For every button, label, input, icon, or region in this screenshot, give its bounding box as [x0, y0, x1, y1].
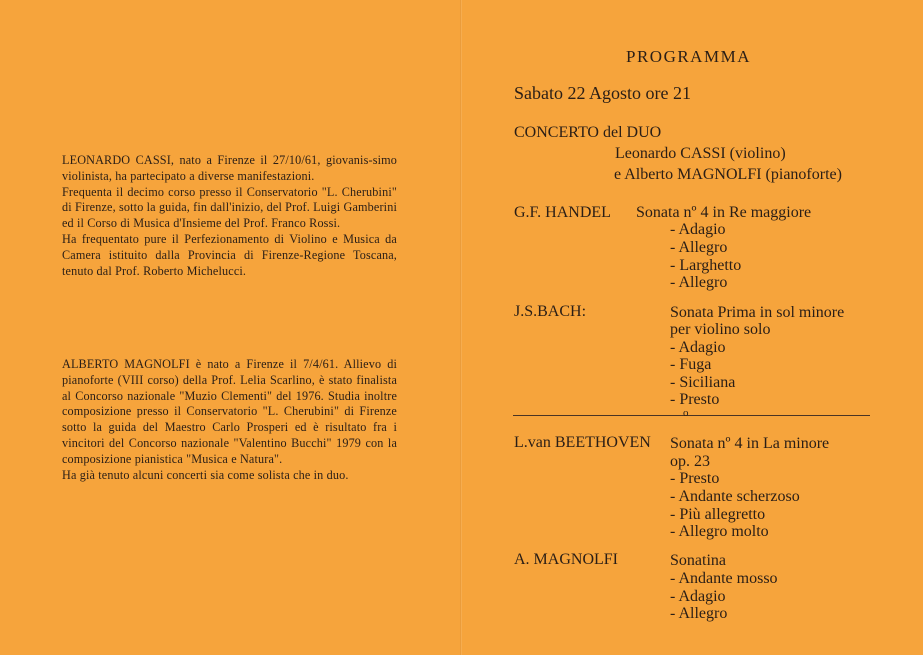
- work-magnolfi: Sonatina: [670, 552, 726, 569]
- bio-paragraph: Ha frequentato pure il Perfezionamento di Violino e Musica da Camera istituito dalla Provincia di Firenze-Regione Toscana, tenuto dal Prof. Roberto Michelucci.: [62, 231, 397, 278]
- page-fold: [460, 0, 462, 655]
- movement: - Più allegretto: [670, 506, 766, 523]
- bio-alberto-magnolfi: [62, 357, 397, 483]
- concert-date: Sabato 22 Agosto ore 21: [514, 83, 691, 103]
- composer-bach: J.S.BACH:: [514, 303, 587, 320]
- movement: - Andante scherzoso: [670, 488, 800, 505]
- movement: - Allegro: [670, 605, 728, 622]
- work-beethoven-opus: op. 23: [670, 453, 710, 470]
- bio-paragraph: LEONARDO CASSI, nato a Firenze il 27/10/61, giovanis-simo violinista, ha partecipato a diverse manifestazioni.: [62, 153, 397, 183]
- bio-paragraph: ALBERTO MAGNOLFI è nato a Firenze il 7/4/61. Allievo di pianoforte (VIII corso) della Prof. Lelia Scarlino, è stato finalista al Concorso nazionale "Muzio Clementi" del 1976. Studia inoltre composizione presso il Conservatorio "L. Cherubini" di Firenze sotto la guida del Maestro Carlo Prosperi ed è risultato fra i vincitori del Concorso nazionale "Valentino Bucchi" 1979 con la composizione pianistica "Musica e Natura".: [62, 357, 397, 466]
- programme-title: PROGRAMMA: [626, 47, 751, 66]
- movement: - Presto: [670, 470, 720, 487]
- work-beethoven: Sonata nº 4 in La minore: [670, 435, 830, 452]
- movement: - Allegro: [670, 274, 728, 291]
- movement: - Adagio: [670, 339, 726, 356]
- performer-piano: e Alberto MAGNOLFI (pianoforte): [614, 166, 842, 183]
- movement: - Fuga: [670, 356, 712, 373]
- movement: - Adagio: [670, 588, 726, 605]
- movement: - Allegro: [670, 239, 728, 256]
- divider-ornament: o: [683, 407, 689, 419]
- composer-beethoven: L.van BEETHOVEN: [514, 434, 651, 451]
- work-bach: Sonata Prima in sol minore: [670, 304, 845, 321]
- work-bach-subtitle: per violino solo: [670, 321, 771, 338]
- movement: - Larghetto: [670, 257, 742, 274]
- concert-heading: CONCERTO del DUO: [514, 124, 662, 141]
- work-handel: Sonata nº 4 in Re maggiore: [636, 204, 812, 221]
- movement: - Presto: [670, 391, 720, 408]
- divider-line: [513, 415, 870, 416]
- movement: - Andante mosso: [670, 570, 778, 587]
- movement: - Siciliana: [670, 374, 736, 391]
- composer-handel: G.F. HANDEL: [514, 204, 611, 221]
- composer-magnolfi: A. MAGNOLFI: [514, 551, 618, 568]
- performer-violin: Leonardo CASSI (violino): [615, 145, 786, 162]
- bio-paragraph: Frequenta il decimo corso presso il Conservatorio "L. Cherubini" di Firenze, sotto la guida, fin dall'inizio, del Prof. Luigi Gamberini ed il Corso di Musica d'Insieme del Prof. Franco Rossi.: [62, 184, 397, 231]
- movement: - Allegro molto: [670, 523, 769, 540]
- movement: - Adagio: [670, 221, 726, 238]
- bio-leonardo-cassi: [62, 153, 397, 279]
- bio-paragraph: Ha già tenuto alcuni concerti sia come solista che in duo.: [62, 467, 349, 482]
